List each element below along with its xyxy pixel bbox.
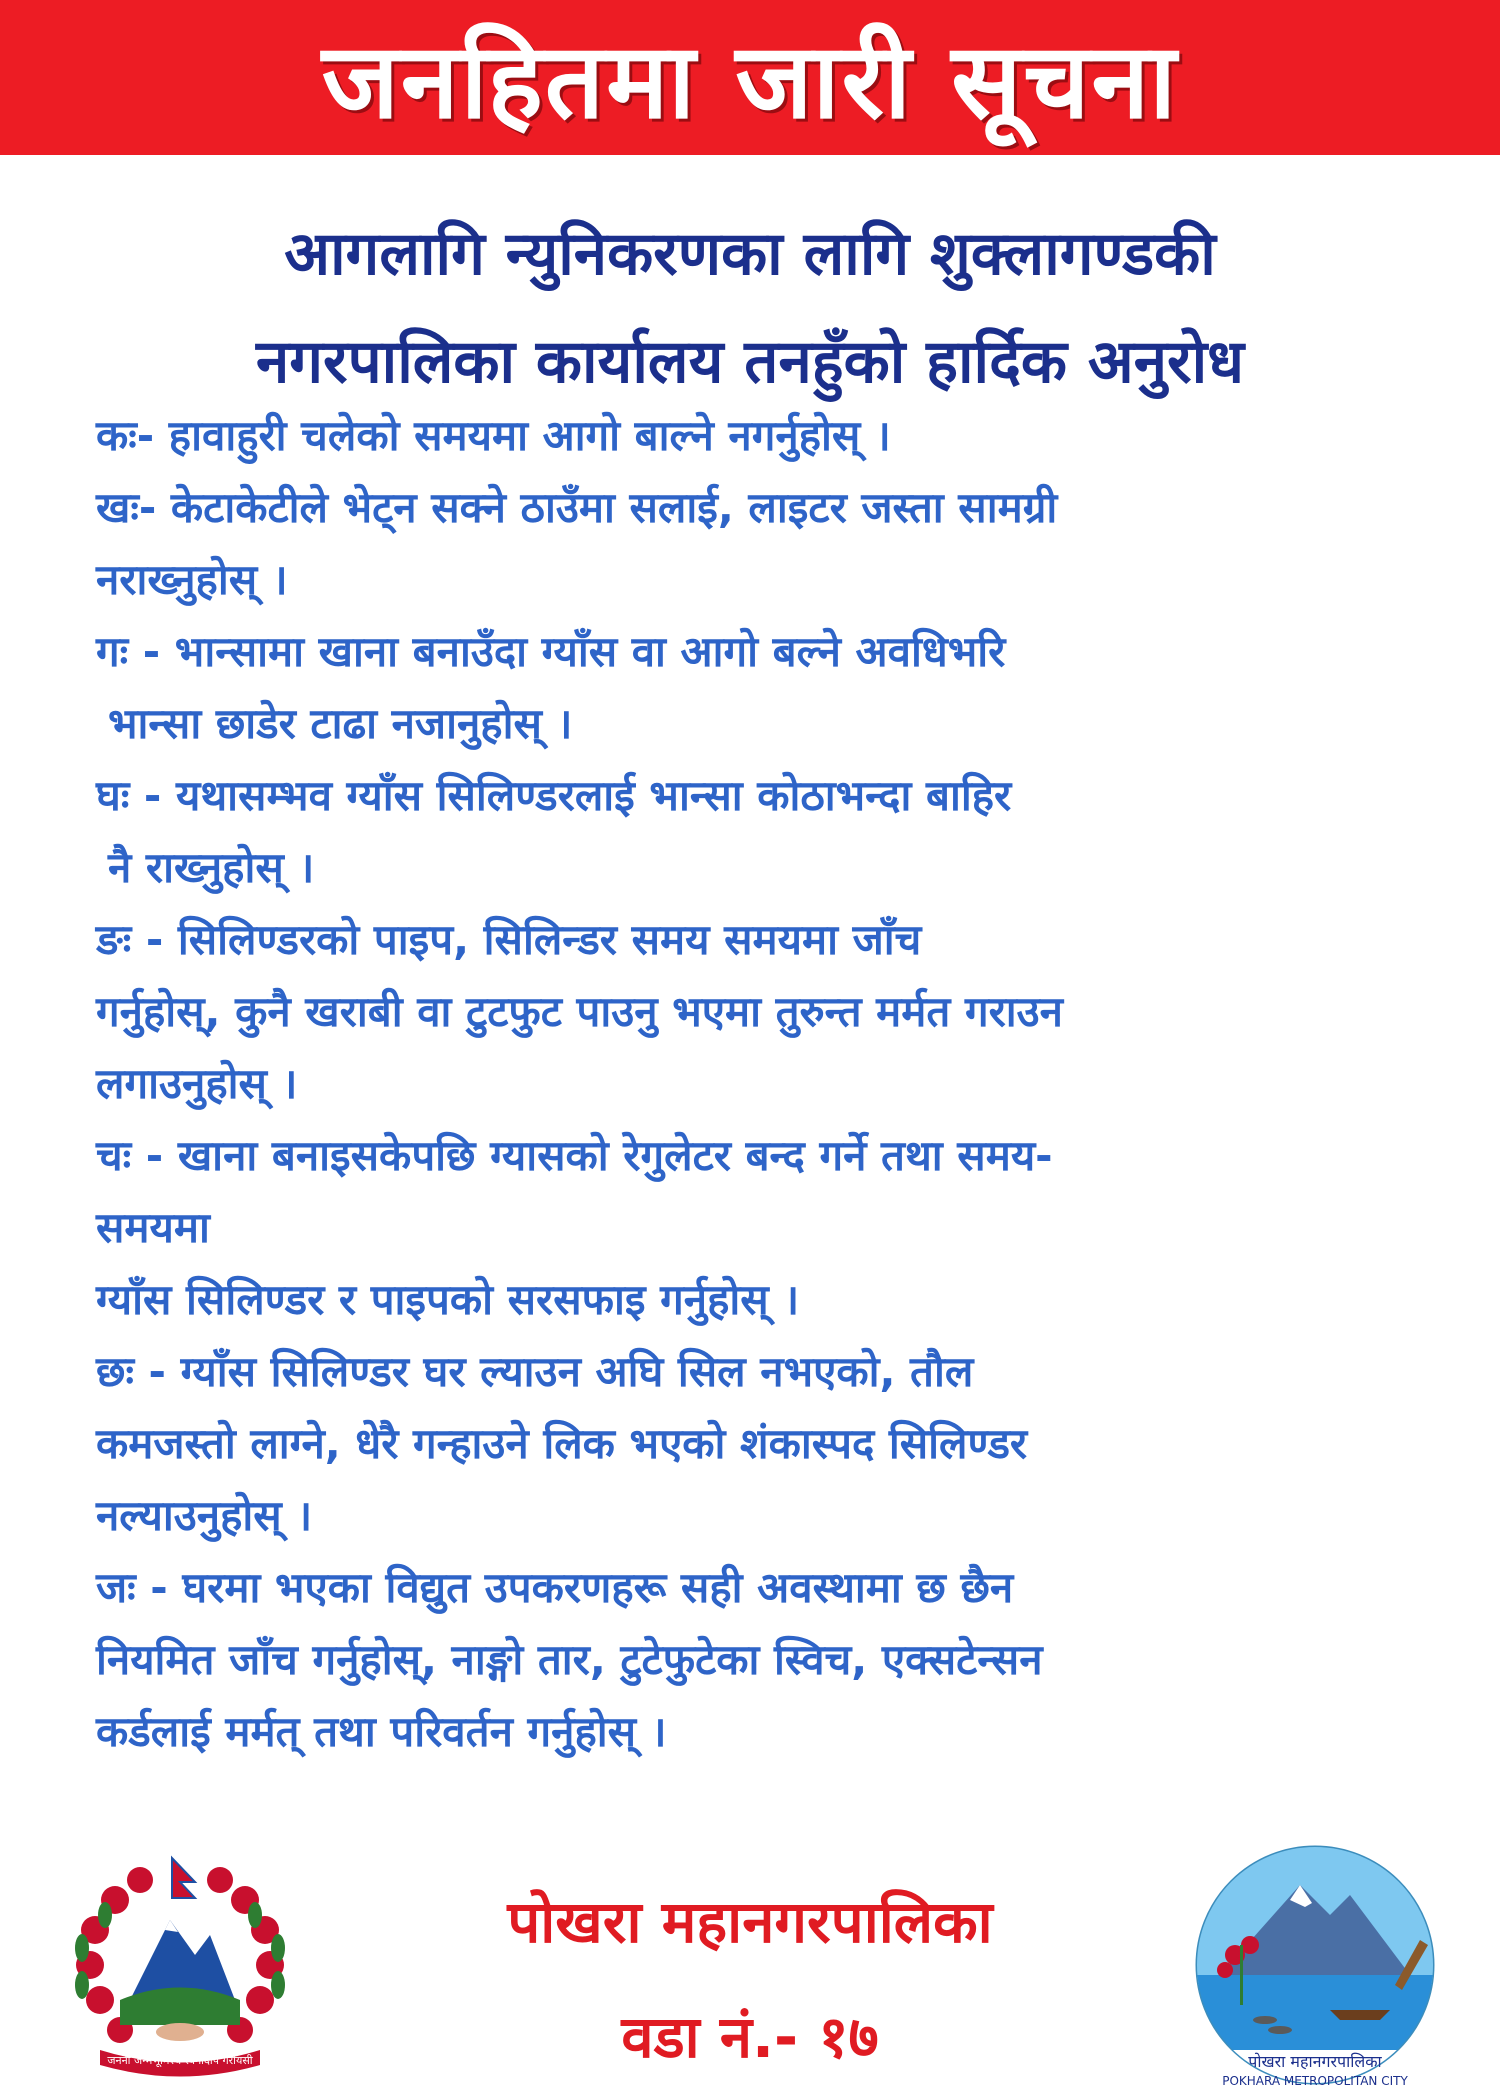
instruction-line: लगाउनुहोस् । — [96, 1059, 298, 1108]
instruction-line: भान्सा छाडेर टाढा नजानुहोस् । — [108, 699, 573, 748]
instruction-line: गः - भान्सामा खाना बनाउँदा ग्याँस वा आगो बल्ने अवधिभरि — [96, 627, 1006, 676]
instruction-list — [96, 400, 1416, 1768]
instruction-line: ग्याँस सिलिण्डर र पाइपको सरसफाइ गर्नुहोस् । — [96, 1275, 800, 1324]
handshake-icon — [156, 2023, 204, 2041]
logo-english-caption: POKHARA METROPOLITAN CITY — [1222, 2074, 1408, 2088]
instruction-line: नल्याउनुहोस् । — [96, 1491, 313, 1540]
notice-title: जनहितमा जारी सूचना — [321, 20, 1179, 142]
nepal-emblem-icon — [60, 1850, 300, 2080]
instruction-line: कमजस्तो लाग्ने, धेरै गन्हाउने लिक भएको शंकास्पद सिलिण्डर — [96, 1419, 1028, 1468]
office-name: पोखरा महानगरपालिका — [507, 1888, 993, 1956]
instruction-line: नराख्नुहोस् । — [96, 555, 288, 604]
logo-nepali-caption: पोखरा महानगरपालिका — [1248, 2052, 1382, 2071]
pokhara-logo-icon — [1180, 1845, 1450, 2095]
instruction-line: कर्डलाई मर्मत् तथा परिवर्तन गर्नुहोस् । — [96, 1707, 667, 1756]
motto-text: जननी जन्मभूमिश्च स्वर्गादपि गरीयसी — [107, 2054, 253, 2067]
instruction-line: नियमित जाँच गर्नुहोस्, नाङ्गो तार, टुटेफुटेका स्विच, एक्सटेन्सन — [96, 1635, 1043, 1684]
ward-number: वडा नं.- १७ — [621, 2003, 879, 2071]
instruction-line: चः - खाना बनाइसकेपछि ग्यासको रेगुलेटर बन्द गर्ने तथा समय- — [96, 1131, 1053, 1180]
boat-icon — [1330, 2010, 1390, 2020]
notice-heading — [0, 200, 1500, 416]
instruction-line: खः- केटाकेटीले भेट्न सक्ने ठाउँमा सलाई, लाइटर जस्ता सामग्री — [96, 483, 1058, 532]
instruction-line: जः - घरमा भएका विद्युत उपकरणहरू सही अवस्थामा छ छैन — [96, 1563, 1014, 1612]
heading-line-2: नगरपालिका कार्यालय तनहुँको हार्दिक अनुरोध — [255, 327, 1245, 397]
instruction-line: नै राख्नुहोस् । — [108, 843, 315, 892]
nepal-flag-icon — [172, 1858, 195, 1898]
instruction-line: समयमा — [96, 1203, 210, 1252]
instruction-line: ङः - सिलिण्डरको पाइप, सिलिन्डर समय समयमा जाँच — [96, 915, 922, 964]
instruction-line: गर्नुहोस्, कुनै खराबी वा टुटफुट पाउनु भएमा तुरुन्त मर्मत गराउन — [96, 987, 1063, 1036]
header-banner — [0, 0, 1500, 155]
instruction-line: कः- हावाहुरी चलेको समयमा आगो बाल्ने नगर्नुहोस् । — [96, 411, 891, 460]
instruction-line: छः - ग्याँस सिलिण्डर घर ल्याउन अघि सिल नभएको, तौल — [96, 1347, 974, 1396]
heading-line-1: आगलागि न्युनिकरणका लागि शुक्लागण्डकी — [284, 219, 1216, 289]
instruction-line: घः - यथासम्भव ग्याँस सिलिण्डरलाई भान्सा कोठाभन्दा बाहिर — [96, 771, 1012, 820]
